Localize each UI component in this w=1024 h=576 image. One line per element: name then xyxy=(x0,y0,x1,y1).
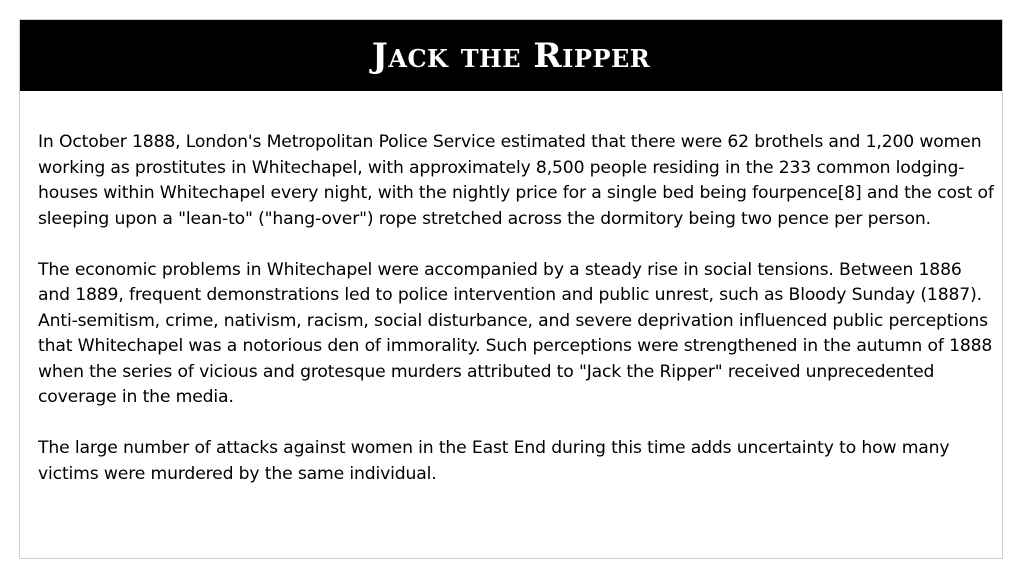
paragraph-1: In October 1888, London's Metropolitan Police Service estimated that there were 62 brothels and 1,200 women working as prostitutes in Whitechapel, with approximately 8,500 people residing in the 233 common lodging-houses within Whitechapel every night, with the nightly price for a single bed being fourpence[8] and the cost of sleeping upon a "lean-to" ("hang-over") rope stretched across the dormitory being two pence per person. xyxy=(38,132,994,229)
slide xyxy=(19,19,1003,559)
slide-body xyxy=(38,130,998,513)
title-bar xyxy=(20,20,1002,91)
paragraph-2: The economic problems in Whitechapel were accompanied by a steady rise in social tensions. Between 1886 and 1889, frequent demonstrations led to police intervention and public unrest, such as Bloody Sunday (1887). Anti-semitism, crime, nativism, racism, social disturbance, and severe deprivation influenced public perceptions that Whitechapel was a notorious den of immorality. Such perceptions were strengthened in the autumn of 1888 when the series of vicious and grotesque murders attributed to "Jack the Ripper" received unprecedented coverage in the media. xyxy=(38,259,993,407)
page-title: Jack the Ripper xyxy=(371,35,651,76)
paragraph-3: The large number of attacks against women in the East End during this time adds uncertainty to how many victims were murdered by the same individual. xyxy=(38,438,950,484)
